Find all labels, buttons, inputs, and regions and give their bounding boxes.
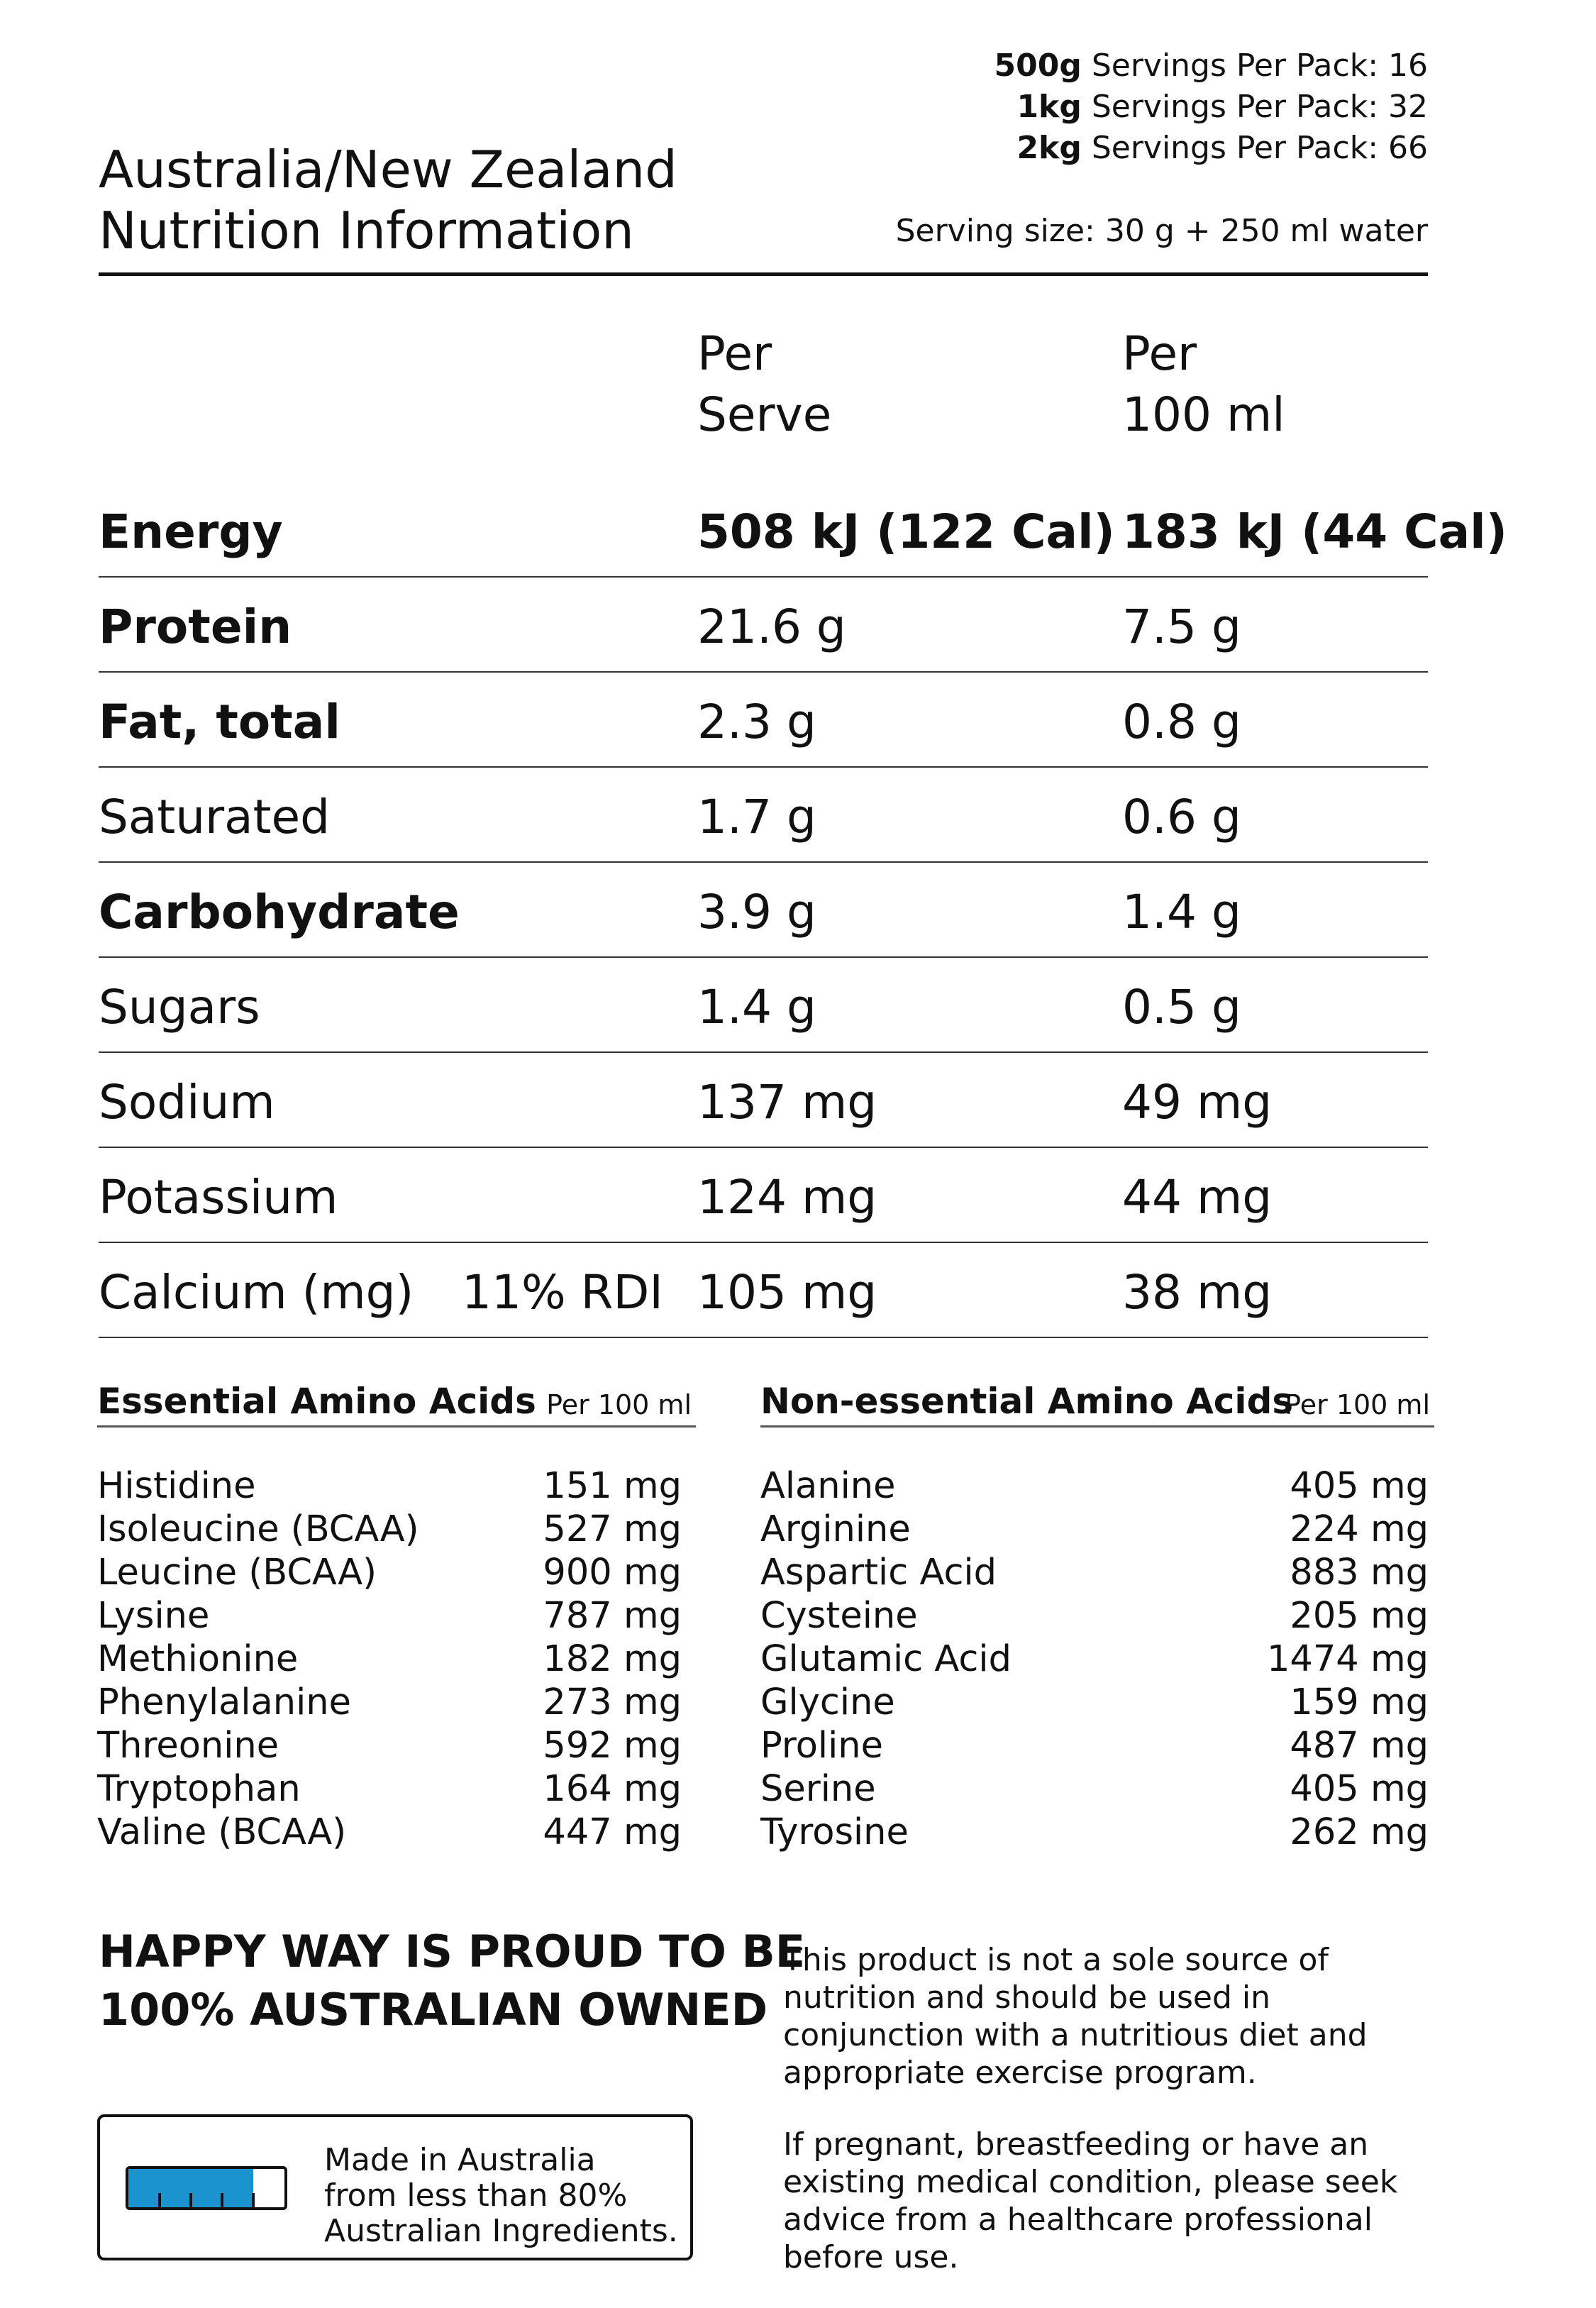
nutrient-label: Sodium: [99, 1075, 275, 1130]
list-item: [97, 1638, 696, 1681]
list-item: [760, 1551, 1434, 1594]
per-100ml-value: 0.5 g: [1122, 980, 1241, 1034]
amino-value: 405 mg: [1290, 1465, 1429, 1507]
bar-tick: [252, 2193, 255, 2207]
bar-tick: [189, 2193, 192, 2207]
amino-value: 405 mg: [1290, 1768, 1429, 1810]
nutrition-row-potassium: [99, 1148, 1428, 1243]
amino-value: 273 mg: [543, 1682, 682, 1723]
amino-value: 787 mg: [543, 1595, 682, 1637]
amino-value: 205 mg: [1290, 1595, 1429, 1637]
list-item: [97, 1767, 696, 1811]
servings-text: Servings Per Pack: 66: [1091, 130, 1428, 166]
list-item: [97, 1811, 696, 1854]
servings-text: Servings Per Pack: 16: [1091, 48, 1428, 84]
list-item: [760, 1594, 1434, 1638]
panel-title: [99, 139, 677, 261]
amino-value: 1474 mg: [1266, 1638, 1429, 1680]
list-item: [760, 1681, 1434, 1724]
australian-owned-statement: [99, 1923, 805, 2039]
amino-name: Alanine: [760, 1465, 896, 1507]
nutrient-label: Calcium (mg): [99, 1265, 414, 1320]
per-100ml-value: 38 mg: [1122, 1265, 1273, 1320]
list-item: [97, 1681, 696, 1724]
list-item: [760, 1508, 1434, 1551]
amino-name: Isoleucine (BCAA): [97, 1508, 419, 1550]
per-100ml-value: 0.8 g: [1122, 695, 1241, 749]
amino-list: [97, 1464, 696, 1854]
ingredient-bar-icon: [126, 2166, 287, 2210]
amino-value: 592 mg: [543, 1725, 682, 1767]
nutrient-label: Carbohydrate: [99, 885, 460, 939]
pack-size: 1kg: [1016, 89, 1082, 125]
rdi-value: 11% RDI: [462, 1265, 663, 1320]
nutrition-row-energy: [99, 482, 1507, 578]
per-serve-value: 137 mg: [697, 1075, 877, 1130]
owned-line: HAPPY WAY IS PROUD TO BE: [99, 1926, 806, 1977]
per-100ml-value: 183 kJ (44 Cal): [1122, 504, 1507, 559]
nutrition-row-fat-total: [99, 673, 1428, 768]
amino-name: Cysteine: [760, 1595, 918, 1637]
column-header-line: Serve: [697, 387, 832, 442]
pack-size: 2kg: [1016, 130, 1082, 166]
per-100ml-value: 44 mg: [1122, 1170, 1273, 1225]
amino-name: Proline: [760, 1725, 883, 1767]
amino-header: [97, 1381, 696, 1428]
amino-value: 527 mg: [543, 1508, 682, 1550]
per-serve-value: 508 kJ (122 Cal): [697, 504, 1115, 559]
amino-header-rule: [760, 1425, 1434, 1428]
per-serve-value: 124 mg: [697, 1170, 877, 1225]
amino-value: 262 mg: [1290, 1811, 1429, 1853]
per-serve-value: 1.4 g: [697, 980, 816, 1034]
amino-header-rule: [97, 1425, 696, 1428]
amino-value: 151 mg: [543, 1465, 682, 1507]
amino-name: Histidine: [97, 1465, 256, 1507]
amino-name: Phenylalanine: [97, 1682, 351, 1723]
amino-title: Essential Amino Acids: [97, 1381, 536, 1422]
owned-line: 100% AUSTRALIAN OWNED: [99, 1984, 768, 2036]
nutrient-label: Fat, total: [99, 695, 340, 749]
nutrition-row-protein: [99, 578, 1428, 673]
amino-name: Valine (BCAA): [97, 1811, 347, 1853]
amino-name: Tryptophan: [97, 1768, 301, 1810]
amino-name: Leucine (BCAA): [97, 1552, 377, 1594]
amino-value: 164 mg: [543, 1768, 682, 1810]
list-item: [760, 1811, 1434, 1854]
title-line-2: Nutrition Information: [99, 201, 634, 260]
list-item: [97, 1724, 696, 1767]
per-serve-value: 105 mg: [697, 1265, 877, 1320]
per-serve-value: 1.7 g: [697, 790, 816, 844]
servings-row: [994, 87, 1428, 128]
column-header-line: Per: [1122, 326, 1197, 381]
per-100ml-value: 7.5 g: [1122, 600, 1241, 654]
list-item: [97, 1508, 696, 1551]
nutrient-label: Saturated: [99, 790, 331, 844]
column-header-per-serve: [697, 324, 831, 446]
list-item: [97, 1464, 696, 1508]
nutrition-row-carbohydrate: [99, 863, 1428, 958]
made-line: Australian Ingredients.: [324, 2213, 678, 2249]
list-item: [760, 1464, 1434, 1508]
nutrition-row-sugars: [99, 958, 1428, 1053]
made-in-australia-text: [324, 2143, 678, 2249]
servings-row: [994, 45, 1428, 87]
pack-size: 500g: [994, 48, 1082, 84]
serving-size: Serving size: 30 g + 250 ml water: [895, 213, 1428, 249]
bar-tick: [158, 2193, 161, 2207]
made-line: Made in Australia: [324, 2142, 596, 2178]
amino-value: 159 mg: [1290, 1682, 1429, 1723]
amino-per-label: Per 100 ml: [1285, 1389, 1430, 1420]
nutrition-row-sodium: [99, 1053, 1428, 1148]
per-serve-value: 21.6 g: [697, 600, 846, 654]
amino-name: Lysine: [97, 1595, 210, 1637]
amino-name: Threonine: [97, 1725, 279, 1767]
servings-per-pack: [994, 45, 1428, 169]
amino-list: [760, 1464, 1434, 1854]
amino-title: Non-essential Amino Acids: [760, 1381, 1294, 1422]
amino-value: 883 mg: [1290, 1552, 1429, 1594]
amino-name: Glutamic Acid: [760, 1638, 1012, 1680]
per-serve-value: 2.3 g: [697, 695, 816, 749]
made-line: from less than 80%: [324, 2177, 628, 2214]
nutrition-row-saturated: [99, 768, 1428, 863]
medical-disclaimer: If pregnant, breastfeeding or have an existing medical condition, please seek advice from a healthcare professional before use.: [783, 2126, 1398, 2275]
amino-name: Tyrosine: [760, 1811, 909, 1853]
amino-value: 900 mg: [543, 1552, 682, 1594]
amino-name: Serine: [760, 1768, 876, 1810]
per-100ml-value: 49 mg: [1122, 1075, 1273, 1130]
per-100ml-value: 0.6 g: [1122, 790, 1241, 844]
list-item: [760, 1638, 1434, 1681]
amino-per-label: Per 100 ml: [546, 1389, 692, 1420]
essential-amino-acids: [97, 1381, 696, 1854]
nutrient-label: Energy: [99, 504, 283, 559]
servings-row: [994, 128, 1428, 169]
per-100ml-value: 1.4 g: [1122, 885, 1241, 939]
amino-name: Aspartic Acid: [760, 1552, 997, 1594]
bar-tick: [221, 2193, 223, 2207]
amino-value: 182 mg: [543, 1638, 682, 1680]
row-divider: [99, 1337, 1428, 1338]
nutrient-label: Potassium: [99, 1170, 338, 1225]
title-line-1: Australia/New Zealand: [99, 140, 677, 199]
non-essential-amino-acids: [760, 1381, 1434, 1854]
amino-header: [760, 1381, 1434, 1428]
list-item: [97, 1594, 696, 1638]
list-item: [760, 1767, 1434, 1811]
amino-name: Methionine: [97, 1638, 299, 1680]
column-header-per-100ml: [1122, 324, 1285, 446]
amino-value: 447 mg: [543, 1811, 682, 1853]
servings-text: Servings Per Pack: 32: [1091, 89, 1428, 125]
made-in-australia-box: [97, 2114, 693, 2260]
list-item: [760, 1724, 1434, 1767]
sole-source-disclaimer: This product is not a sole source of nutrition and should be used in conjunction with a nutritious diet and appropriate exercise program.: [783, 1942, 1368, 2091]
column-header-line: 100 ml: [1122, 387, 1285, 442]
amino-name: Arginine: [760, 1508, 911, 1550]
column-header-line: Per: [697, 326, 772, 381]
nutrition-row-calcium: [99, 1243, 1428, 1338]
list-item: [97, 1551, 696, 1594]
per-serve-value: 3.9 g: [697, 885, 816, 939]
amino-value: 224 mg: [1290, 1508, 1429, 1550]
nutrient-label: Protein: [99, 600, 292, 654]
amino-name: Glycine: [760, 1682, 895, 1723]
header-divider: [99, 272, 1428, 276]
amino-value: 487 mg: [1290, 1725, 1429, 1767]
nutrient-label: Sugars: [99, 980, 260, 1034]
